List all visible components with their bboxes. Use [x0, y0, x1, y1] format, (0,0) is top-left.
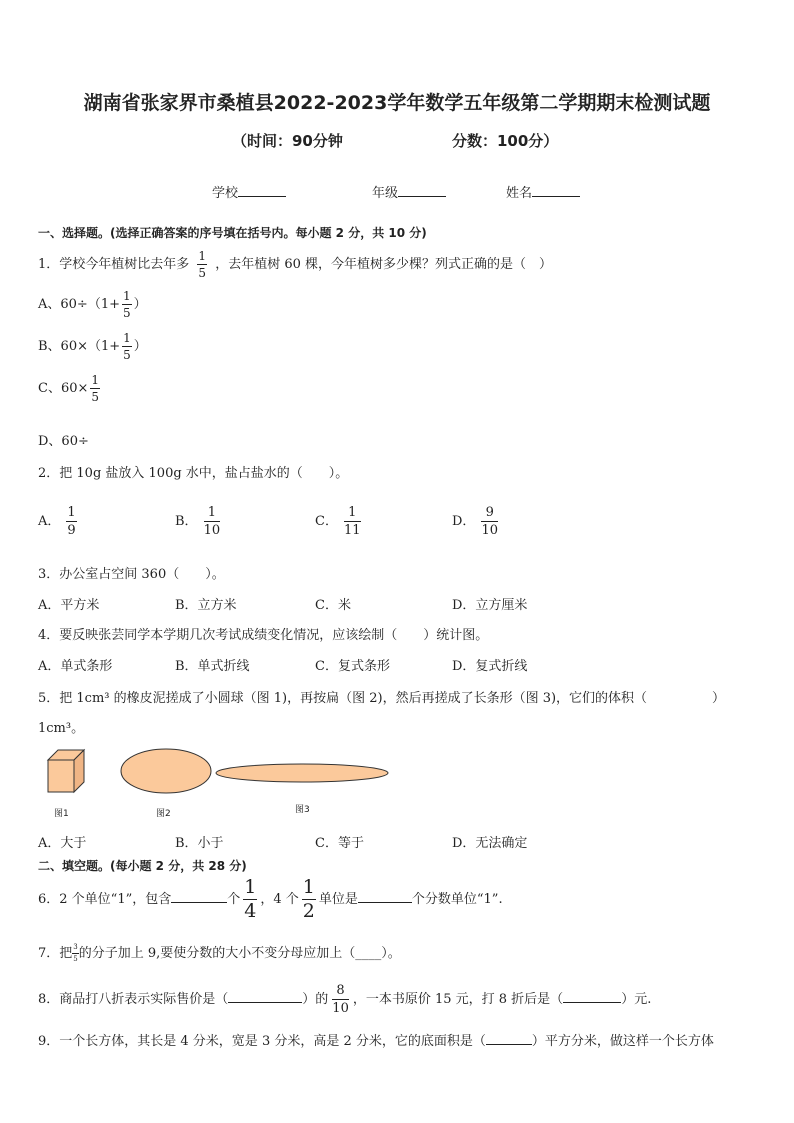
option-3a[interactable]: A．平方米 — [38, 598, 100, 613]
option-5d[interactable]: D．无法确定 — [452, 836, 528, 851]
question-4: 4．要反映张芸同学本学期几次考试成绩变化情况，应该绘制（ ）统计图。 — [38, 628, 489, 643]
question-3: 3．办公室占空间 360（ ）。 — [38, 567, 225, 582]
flat-disc-figure — [121, 749, 211, 793]
option-2a[interactable]: A． $\frac{1}{9}$ — [38, 505, 76, 538]
option-4b[interactable]: B．单式折线 — [175, 659, 250, 674]
blank-8b[interactable] — [563, 1002, 621, 1003]
option-2c[interactable]: C． $\frac{1}{11}$ — [315, 505, 361, 538]
option-5b[interactable]: B．小于 — [175, 836, 224, 851]
page-title: 湖南省张家界市桑植县2022-2023学年数学五年级第二学期期末检测试题 — [83, 92, 711, 114]
option-3d[interactable]: D．立方厘米 — [452, 598, 528, 613]
fraction-one-fifth: $\frac{1}{5}$ — [198, 249, 207, 280]
question-6: 6．2 个单位“1”，包含 个 $\frac{1}{4}$ ，4 个 $\frac{1}{2}$ 单位是 个分数单位“1”. — [38, 876, 503, 922]
option-1d[interactable]: D、60÷ — [38, 434, 89, 449]
figure-1-label: 图1 — [54, 809, 69, 819]
clay-figures — [40, 742, 420, 802]
section-2-heading: 二、填空题。(每小题 2 分，共 28 分) — [38, 859, 247, 873]
option-2b[interactable]: B． $\frac{1}{10}$ — [175, 505, 221, 538]
blank-6b[interactable] — [358, 902, 412, 903]
option-5c[interactable]: C．等于 — [315, 836, 364, 851]
question-1: 1．学校今年植树比去年多 $\frac{1}{5}$ ，去年植树 60 棵，今年植树多少棵？列式正确的是（ ） — [38, 249, 553, 280]
blank-6a[interactable] — [171, 902, 227, 903]
figure-2-label: 图2 — [156, 809, 171, 819]
option-1a[interactable]: A、60÷（1+ $\frac{1}{5}$ ） — [38, 289, 147, 320]
score-info: 分数：100分） — [452, 132, 559, 150]
option-1b[interactable]: B、60×（1+ $\frac{1}{5}$ ） — [38, 331, 147, 362]
section-1-heading: 一、选择题。(选择正确答案的序号填在括号内。每小题 2 分，共 10 分) — [38, 226, 427, 240]
question-9: 9．一个长方体，其长是 4 分米，宽是 3 分米，高是 2 分米，它的底面积是（ ）平方分米，做这样一个长方体 — [38, 1034, 714, 1049]
option-5a[interactable]: A．大于 — [38, 836, 87, 851]
question-5-cont: 1cm³。 — [38, 721, 85, 736]
option-4a[interactable]: A．单式条形 — [38, 659, 113, 674]
time-info: （时间：90分钟 — [232, 132, 343, 150]
name-field[interactable]: 姓名 — [506, 182, 580, 201]
option-2d[interactable]: D． $\frac{9}{10}$ — [452, 505, 498, 538]
option-3b[interactable]: B．立方米 — [175, 598, 237, 613]
school-field[interactable]: 学校 — [212, 182, 286, 201]
blank-9a[interactable] — [486, 1044, 532, 1045]
question-5: 5．把 1cm³ 的橡皮泥搓成了小圆球（图 1)，再按扁（图 2)，然后再搓成了长条形（图 3)，它们的体积（ ） — [38, 691, 726, 706]
option-4c[interactable]: C．复式条形 — [315, 659, 390, 674]
grade-field[interactable]: 年级 — [372, 182, 446, 201]
figure-3-label: 图3 — [295, 805, 310, 815]
cube-figure — [48, 750, 84, 792]
option-1c[interactable]: C、60× $\frac{1}{5}$ — [38, 373, 100, 404]
option-3c[interactable]: C．米 — [315, 598, 351, 613]
blank-8a[interactable] — [228, 1002, 302, 1003]
question-2: 2．把 10g 盐放入 100g 水中，盐占盐水的（ ）。 — [38, 466, 349, 481]
question-8: 8．商品打八折表示实际售价是（ ）的 $\frac{8}{10}$ ，一本书原价 15 元，打 8 折后是（ ）元. — [38, 983, 652, 1016]
long-strip-figure — [216, 764, 388, 782]
option-4d[interactable]: D．复式折线 — [452, 659, 528, 674]
question-7: 7．把 $\frac{3}{5}$ 的分子加上 9,要使分数的大小不变分母应加上（____）。 — [38, 943, 401, 963]
